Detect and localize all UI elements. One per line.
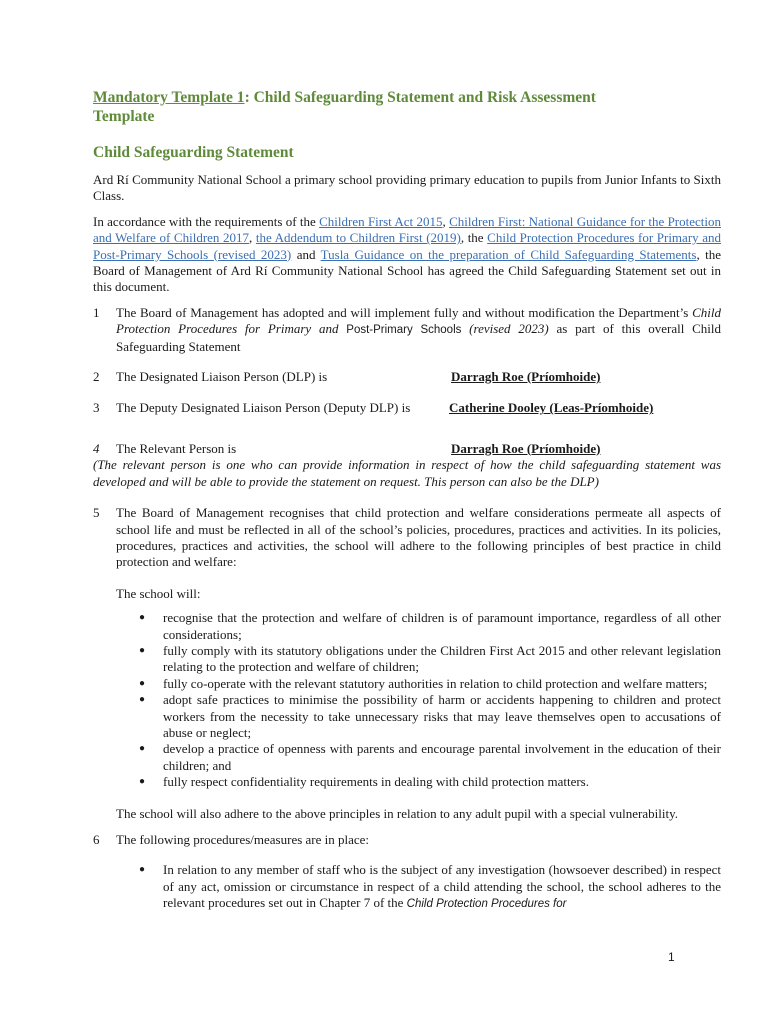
list-item <box>139 642 721 676</box>
accordance-text-3: , <box>249 230 256 246</box>
bullet-icon: ● <box>139 743 146 755</box>
intro-paragraph: Ard Rí Community National School a primary school providing primary education to pupils from Junior Infants to Sixth Class. <box>93 172 721 204</box>
item-number: 1 <box>93 304 100 320</box>
bullet-icon: ● <box>139 612 146 624</box>
page-title <box>93 88 721 126</box>
list-item <box>139 774 721 790</box>
section-heading: Child Safeguarding Statement <box>93 144 294 161</box>
page-content <box>93 88 721 913</box>
item-1-part-d: (revised 2023) <box>461 321 549 337</box>
item-6-text: The following procedures/measures are in place: <box>116 832 370 847</box>
item-number: 2 <box>93 369 100 385</box>
item-number: 3 <box>93 400 100 416</box>
link-children-first-act[interactable]: Children First Act 2015 <box>319 213 443 229</box>
item-1-part-a: The Board of Management has adopted and will implement fully and without modification the Department’s <box>116 304 693 320</box>
item-5-text: The Board of Management recognises that child protection and welfare considerations permeate all aspects of school life and must be reflected in all of the school’s policies, procedures, practices and activities. In its policies, procedures, practices and activities, the school will adhere to the following principles of best practice in child protection and welfare: <box>116 505 721 570</box>
item-number: 5 <box>93 505 100 521</box>
link-child-protection-procedures[interactable]: Child Protection Procedures for Primary and Post-Primary Schools (revised 2023) <box>93 230 722 262</box>
link-tusla-guidance[interactable]: Tusla Guidance on the preparation of Child Safeguarding Statements <box>320 246 697 262</box>
dlp-label: The Designated Liaison Person (DLP) is <box>116 369 328 385</box>
link-national-guidance[interactable]: Children First: National Guidance for the Protection and Welfare of Children 2017 <box>93 213 721 246</box>
list-item <box>139 610 721 643</box>
list-item <box>139 692 721 741</box>
bullet-text: fully comply with its statutory obligations under the Children First Act 2015 and other relevant legislation relating to the protection and welfare of children; <box>163 642 721 675</box>
bullet-text: adopt safe practices to minimise the possibility of harm or accidents happening to children and protect workers from the necessity to take unnecessary risks that may leave themselves open to accusations of abuse or neglect; <box>163 692 721 740</box>
accordance-text-6: , the Board of Management of Ard Rí Community National School has agreed the Child Safeguarding Statement set out in this document. <box>93 246 722 295</box>
accordance-paragraph <box>93 214 721 296</box>
item-1-text <box>116 305 721 355</box>
accordance-text-2: , <box>442 213 450 229</box>
list-item-3 <box>93 400 721 416</box>
title-line2: Template <box>93 108 155 125</box>
item-4-row <box>93 441 721 457</box>
accordance-text-5: and <box>291 246 321 262</box>
title-prefix: Mandatory Template 1 <box>93 89 245 106</box>
bullet-icon: ● <box>139 694 146 706</box>
procedures-list <box>116 862 721 912</box>
list-item <box>139 741 721 774</box>
list-item-2 <box>93 369 721 385</box>
item-4-content <box>116 441 721 457</box>
list-item <box>139 675 721 692</box>
list-item <box>139 862 721 912</box>
bullet-icon: ● <box>139 677 146 689</box>
item-6-content <box>116 832 721 913</box>
list-item-4 <box>93 441 721 490</box>
relevant-person-value: Darragh Roe (Príomhoide) <box>451 440 601 456</box>
page-number: 1 <box>668 950 675 964</box>
link-addendum[interactable]: the Addendum to Children First (2019) <box>255 230 461 246</box>
accordance-text-4: , the <box>460 230 488 246</box>
bullet-text: In relation to any member of staff who is the subject of any investigation (howsoever described) in respect of any act, omission or circumstance in respect of a child attending the school, the school adheres to the relevant procedures set out in Chapter 7 of the <box>163 862 721 911</box>
item-number: 6 <box>93 832 100 847</box>
item-1-part-c: Post-Primary Schools <box>346 324 462 337</box>
bullet-text: recognise that the protection and welfare of children is of paramount importance, regardless of all other considerations; <box>163 610 721 642</box>
school-will-label: The school will: <box>116 585 201 601</box>
item-3-row <box>116 400 721 416</box>
accordance-text-1: In accordance with the requirements of the <box>93 213 320 229</box>
list-item-6 <box>93 832 721 913</box>
item-1-part-b: Child Protection Procedures for Primary and <box>116 304 721 337</box>
bullet-text: fully respect confidentiality requirements in dealing with child protection matters. <box>163 774 589 790</box>
item-2-row <box>116 369 721 385</box>
deputy-dlp-value: Catherine Dooley (Leas-Príomhoide) <box>449 400 654 416</box>
list-item-5 <box>93 505 721 822</box>
bullet-icon: ● <box>139 644 146 656</box>
bullet-text-italic: Child Protection Procedures for <box>406 898 567 911</box>
bullet-text: develop a practice of openness with parents and encourage parental involvement in the education of their children; and <box>163 741 721 773</box>
deputy-dlp-label: The Deputy Designated Liaison Person (Deputy DLP) is <box>116 400 411 416</box>
bullet-text: fully co-operate with the relevant statutory authorities in relation to child protection and welfare matters; <box>163 675 708 691</box>
bullet-icon: ● <box>139 864 146 876</box>
list-item-1 <box>93 305 721 355</box>
relevant-person-label: The Relevant Person is <box>116 440 237 456</box>
relevant-person-note: (The relevant person is one who can provide information in respect of how the child safeguarding statement was developed and will be able to provide the statement on request. This person can also be the DLP) <box>93 457 721 489</box>
title-rest: : Child Safeguarding Statement and Risk Assessment <box>244 89 596 106</box>
dlp-value: Darragh Roe (Príomhoide) <box>451 369 601 385</box>
adult-pupil-note: The school will also adhere to the above principles in relation to any adult pupil with a special vulnerability. <box>116 805 678 821</box>
item-number: 4 <box>93 440 100 456</box>
item-5-content <box>116 505 721 822</box>
bullet-icon: ● <box>139 776 146 788</box>
principles-list <box>116 610 721 790</box>
item-1-part-e: as part of this overall Child Safeguarding Statement <box>116 321 722 354</box>
